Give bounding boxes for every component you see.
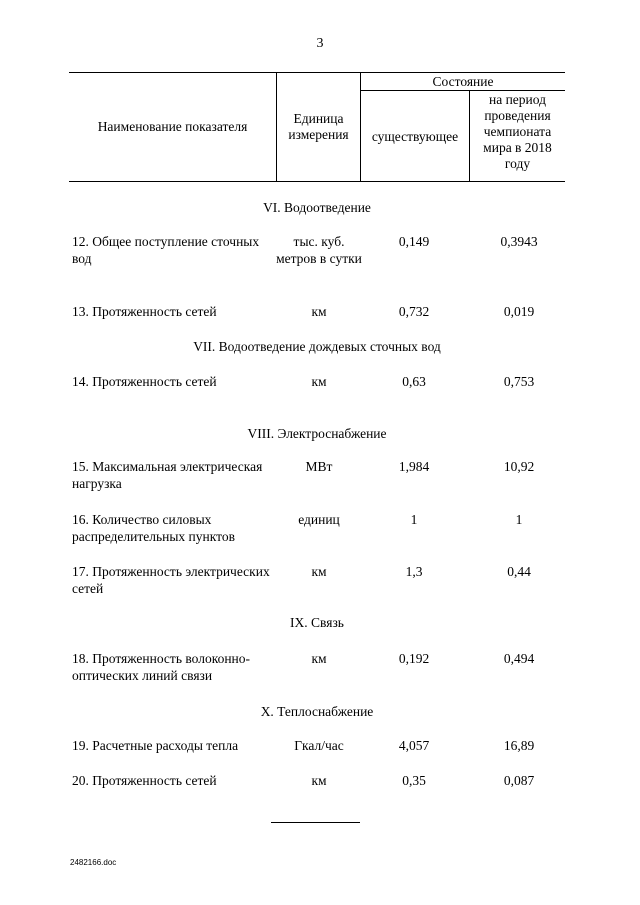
row-worldcup: 16,89 (503, 738, 535, 753)
header-worldcup: на период проведения чемпионата мира в 2018 году (483, 92, 552, 171)
row-existing: 0,63 (402, 374, 426, 389)
row-worldcup: 0,753 (503, 374, 535, 389)
section-title: VII. Водоотведение дождевых сточных вод (193, 339, 441, 354)
row-worldcup: 0,019 (503, 304, 535, 319)
row-name: 12. Общее поступление сточных вод (72, 234, 260, 266)
row-unit: Гкал/час (294, 738, 344, 753)
row-name: 13. Протяженность сетей (72, 304, 217, 319)
row-worldcup: 0,087 (503, 773, 535, 788)
header-state: Состояние (432, 74, 494, 89)
row-name: 15. Максимальная электрическая нагрузка (72, 459, 263, 491)
header-existing: существующее (371, 129, 459, 144)
row-unit: км (311, 564, 327, 579)
row-name: 19. Расчетные расходы тепла (72, 738, 239, 753)
page-number: 3 (316, 36, 324, 51)
row-worldcup: 10,92 (503, 459, 535, 474)
header-unit: Единица измерения (288, 111, 349, 142)
row-name: 14. Протяженность сетей (72, 374, 217, 389)
section-title: VIII. Электроснабжение (247, 426, 387, 441)
row-existing: 0,149 (398, 234, 430, 249)
row-worldcup: 0,494 (503, 651, 535, 666)
indicators-table (69, 72, 565, 788)
row-name: 16. Количество силовых распределительных пунктов (72, 512, 235, 544)
row-unit: км (311, 374, 327, 389)
row-name: 20. Протяженность сетей (72, 773, 217, 788)
section-title: X. Теплоснабжение (260, 704, 374, 719)
row-existing: 0,192 (398, 651, 430, 666)
row-worldcup: 0,3943 (500, 234, 538, 249)
row-worldcup: 0,44 (507, 564, 531, 579)
row-unit: км (311, 651, 327, 666)
row-name: 17. Протяженность электрических сетей (72, 564, 270, 596)
header-divider (360, 90, 565, 91)
end-rule (271, 822, 360, 823)
row-existing: 4,057 (398, 738, 430, 753)
row-unit: тыс. куб. метров в сутки (276, 234, 362, 266)
header-indicator: Наименование показателя (97, 119, 248, 134)
row-name: 18. Протяженность волоконно-оптических линий связи (72, 651, 251, 683)
row-existing: 0,35 (402, 773, 426, 788)
section-title: VI. Водоотведение (263, 200, 371, 215)
file-name: 2482166.doc (70, 858, 117, 867)
row-existing: 1 (410, 512, 418, 527)
section-title: IX. Связь (290, 615, 344, 630)
row-unit: км (311, 304, 327, 319)
row-unit: км (311, 773, 327, 788)
row-worldcup: 1 (515, 512, 523, 527)
row-existing: 1,984 (398, 459, 430, 474)
row-unit: единиц (298, 512, 340, 527)
row-unit: МВт (305, 459, 333, 474)
row-existing: 1,3 (405, 564, 423, 579)
table-header (69, 72, 565, 182)
row-existing: 0,732 (398, 304, 430, 319)
